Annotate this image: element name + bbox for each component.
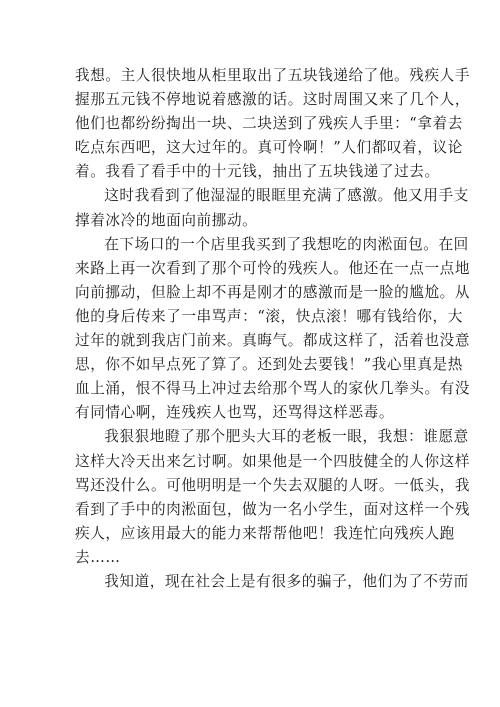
- text-line: 这时我看到了他湿湿的眼眶里充满了感激。他又用手支: [104, 187, 469, 205]
- text-line: 在下场口的一个店里我买到了我想吃的肉淞面包。在回: [104, 235, 469, 253]
- text-line: 疾人，应该用最大的能力来帮帮他吧！我连忙向残疾人跑: [75, 524, 455, 542]
- paragraph: [75, 184, 469, 232]
- text-line: 思，你不如早点死了算了。还到处去要钱！”我心里真是热: [75, 356, 463, 374]
- text-line: 骂还没什么。可他明明是一个失去双腿的人呀。一低头，我: [75, 476, 471, 494]
- text-line: 去……: [75, 548, 121, 566]
- text-line: 着。我看了看手中的十元钱，抽出了五块钱递了过去。: [75, 163, 440, 181]
- text-line: 我狠狠地瞪了那个肥头大耳的老板一眼，我想：谁愿意: [104, 428, 469, 446]
- text-line: 血上涌，恨不得马上冲过去给那个骂人的家伙几拳头。有没: [75, 380, 471, 398]
- text-line: 这样大冷天出来乞讨啊。如果他是一个四肢健全的人你这样: [75, 452, 471, 470]
- body-text: [75, 64, 471, 594]
- text-line: 向前挪动，但脸上却不再是刚才的感激而是一脸的尴尬。从: [75, 283, 471, 301]
- paragraph: [75, 64, 471, 184]
- text-line: 握那五元钱不停地说着感激的话。这时周围又来了几个人，: [75, 91, 471, 109]
- text-line: 来路上再一次看到了那个可怜的残疾人。他还在一点一点地: [75, 259, 471, 277]
- text-line: 看到了手中的肉淞面包，做为一名小学生，面对这样一个残: [75, 500, 471, 518]
- text-line: 吃点东西吧，这大过年的。真可怜啊！”人们都叹着，议论: [75, 139, 463, 157]
- text-line: 过年的就到我店门前来。真晦气。都成这样了，活着也没意: [75, 332, 471, 350]
- text-line: 撑着冰冷的地面向前挪动。: [75, 211, 258, 229]
- paragraph: [75, 425, 471, 570]
- text-line: 他的身后传来了一串骂声：“滚，快点滚！哪有钱给你，大: [75, 307, 463, 325]
- text-line: 我知道，现在社会上是有很多的骗子，他们为了不劳而: [104, 572, 469, 590]
- text-line: 我想。主人很快地从柜里取出了五块钱递给了他。残疾人手: [75, 67, 471, 84]
- paragraph: [75, 233, 471, 426]
- text-line: 他们也都纷纷掏出一块、二块送到了残疾人手里：“拿着去: [75, 115, 463, 133]
- text-line: 有同情心啊，连残疾人也骂，还骂得这样恶毒。: [75, 404, 395, 422]
- paragraph: [75, 570, 469, 594]
